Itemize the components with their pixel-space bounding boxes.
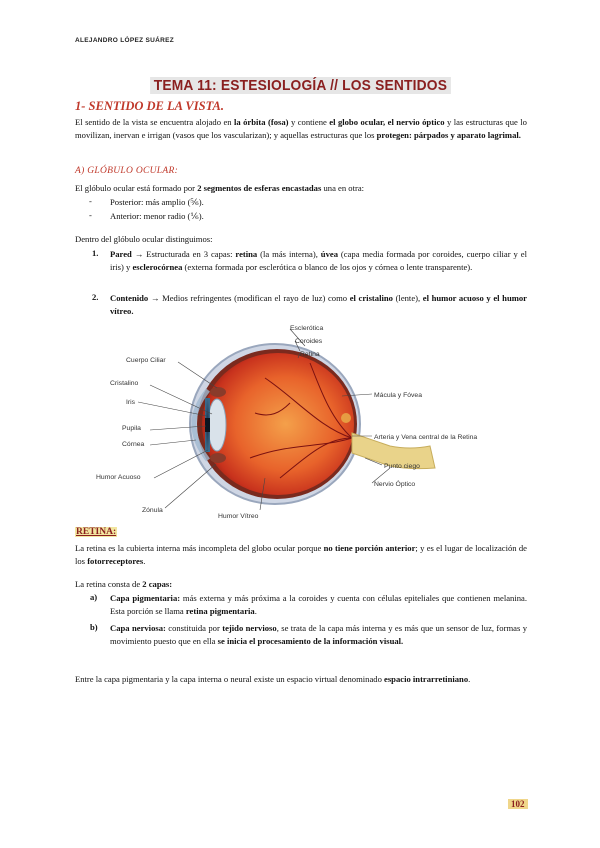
bold-text: se inicia el procesamiento de la información visual. (217, 635, 404, 646)
bold-text: esclerocórnea (132, 261, 183, 272)
ciliary-body-bottom (210, 453, 226, 463)
numbered-item-contenido (110, 292, 527, 317)
bold-text: Capa nerviosa: (110, 623, 166, 633)
bold-text: 2 capas: (142, 579, 173, 589)
bold-text: retina pigmentaria (185, 605, 255, 616)
label-punto-ciego: Punto ciego (384, 463, 420, 470)
text-run: → Medios refringentes (modifican el rayo de luz) como (148, 293, 350, 303)
text-run: El sentido de la vista se encuentra alojado en (75, 117, 234, 127)
text-run: y las estructuras que lo movilizan, inervan e irrigan (vasos que los vascularizan); y aquellas estructuras que los (75, 117, 527, 140)
label-macula: Mácula y Fóvea (374, 392, 422, 399)
bold-text: Contenido (110, 293, 149, 303)
text-run: . (254, 605, 257, 616)
text-run: (la más interna), (257, 249, 321, 259)
distinguish-text: Dentro del glóbulo ocular distinguimos: (75, 234, 213, 244)
dash-item-posterior: Posterior: más amplio (⅚). (110, 197, 204, 207)
label-zonula: Zónula (142, 507, 163, 514)
intro-paragraph (75, 116, 527, 141)
label-cornea: Córnea (122, 441, 145, 448)
label-nervio-optico: Nervio Óptico (374, 481, 416, 488)
macula-spot (341, 413, 351, 423)
list-number: 1. (92, 248, 99, 258)
text-run: . (468, 674, 471, 684)
bold-text: tejido nervioso (222, 623, 277, 633)
lens-shape (208, 399, 226, 451)
globulo-paragraph (75, 182, 527, 195)
label-retina: Retina (300, 351, 320, 358)
text-run: ; y es el lugar de localización de los (75, 543, 527, 566)
text-run: (externa formada por esclerótica o blanco de los ojos y córnea o lente transparente). (182, 261, 473, 272)
text-run: . (143, 555, 146, 566)
text-run: La retina consta de (75, 579, 143, 589)
bold-text: retina (235, 249, 258, 259)
dash-bullet: - (89, 196, 92, 206)
retina-paragraph (75, 542, 527, 567)
bold-text: fotorreceptores (87, 555, 144, 566)
bold-text: el humor acuoso y el humor vítreo. (110, 293, 527, 316)
label-arteria: Arteria y Vena central de la Retina (374, 434, 478, 441)
title-wrapper (0, 77, 600, 95)
bold-text: Capa pigmentaria: (110, 593, 181, 603)
label-humor-acuoso: Humor Acuoso (96, 474, 141, 481)
text-run: constituida por (165, 623, 223, 633)
list-letter: b) (90, 622, 98, 632)
retina-capas-intro (75, 578, 527, 591)
pupil-gap (205, 418, 210, 432)
page-title: TEMA 11: ESTESIOLOGÍA // LOS SENTIDOS (150, 77, 451, 94)
bold-text: no tiene porción anterior (323, 543, 416, 553)
text-run: más externa y más próxima a la coroides y cuenta con células epiteliales que contienen melanina. Esta porción se llama (110, 593, 527, 616)
text-run: , se trata de la capa más interna y es más que un sensor de luz, formas y movimiento puesto que en ella (110, 623, 527, 646)
list-number: 2. (92, 292, 99, 302)
label-coroides: Coroides (295, 338, 323, 345)
bold-text: protegen: párpados y aparato lagrimal. (376, 129, 521, 140)
subsection-heading-globulo: A) GLÓBULO OCULAR: (75, 166, 179, 176)
bold-text: Pared (110, 249, 132, 259)
retina-item-pigmentaria (110, 592, 527, 617)
final-paragraph (75, 673, 527, 686)
bold-text: 2 segmentos de esferas encastadas (197, 183, 322, 193)
text-run: Entre la capa pigmentaria y la capa interna o neural existe un espacio virtual denominado (75, 674, 385, 684)
text-run: (capa media formada por coroides, cuerpo ciliar y el iris) y (110, 249, 527, 272)
text-run: (lente), (392, 293, 423, 303)
retina-heading: RETINA: (76, 527, 117, 537)
dash-item-anterior: Anterior: menor radio (⅙). (110, 211, 204, 221)
label-pupila: Pupila (122, 425, 141, 432)
bold-text: la órbita (fosa) (234, 117, 289, 127)
bold-text: espacio intrarretiniano (384, 674, 469, 684)
list-letter: a) (90, 592, 98, 602)
page-number: 102 (508, 799, 528, 809)
ciliary-body-top (210, 387, 226, 397)
label-esclerotica: Esclerótica (290, 325, 324, 332)
text-run: → Estructurada en 3 capas: (131, 249, 236, 259)
bold-text: el cristalino (349, 293, 393, 303)
bold-text: úvea (320, 249, 338, 259)
dash-bullet: - (89, 210, 92, 220)
numbered-item-pared (110, 248, 527, 273)
retina-item-nerviosa (110, 622, 527, 647)
eye-diagram (90, 318, 520, 526)
text-run: y contiene (288, 117, 330, 127)
text-run: La retina es la cubierta interna más incompleta del globo ocular porque (75, 543, 324, 553)
label-cristalino: Cristalino (110, 380, 139, 387)
text-run: El glóbulo ocular está formado por (75, 183, 198, 193)
bold-text: el globo ocular, el nervio óptico (329, 117, 445, 127)
section-heading-vista: 1- SENTIDO DE LA VISTA. (75, 99, 224, 113)
text-run: una en otra: (321, 183, 365, 193)
label-humor-vitreo: Humor Vítreo (218, 513, 259, 520)
author-header: ALEJANDRO LÓPEZ SUÁREZ (75, 37, 175, 44)
label-cuerpo-ciliar: Cuerpo Ciliar (126, 357, 166, 364)
label-iris: Iris (126, 399, 136, 406)
